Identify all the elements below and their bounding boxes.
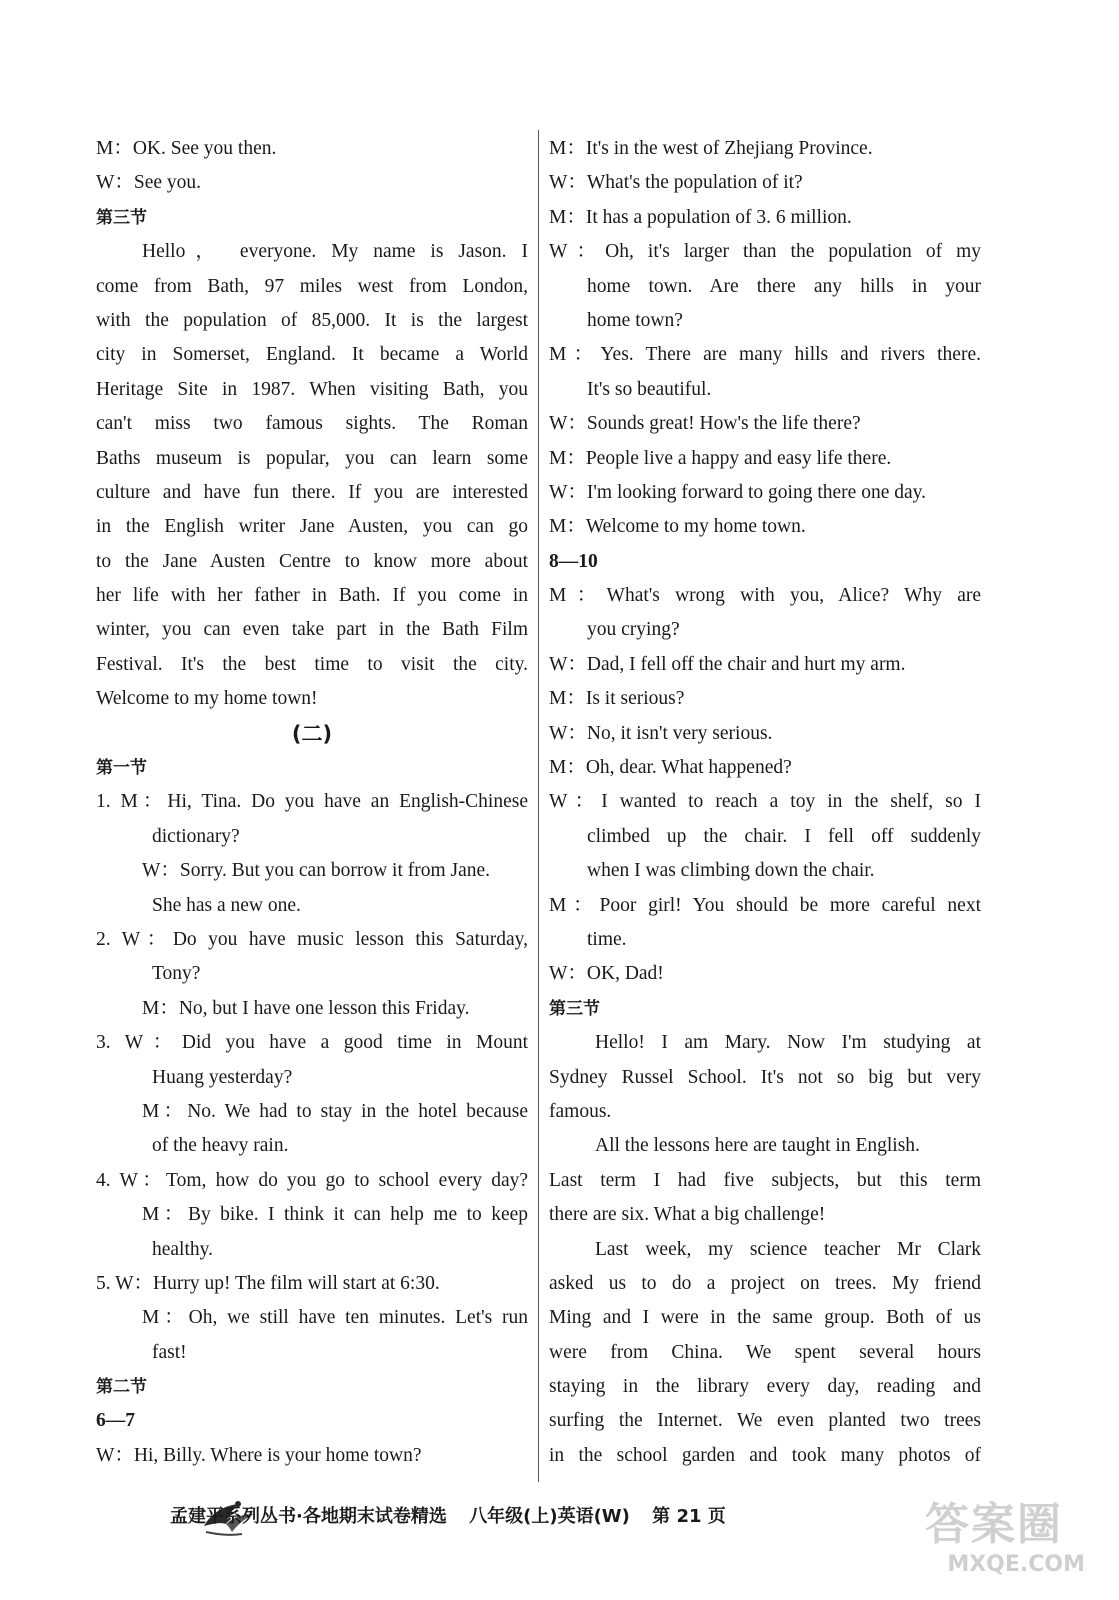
left-text-line: in the English writer Jane Austen, you can go [96,516,528,538]
footer-title: ·各地期末试卷精选 [296,1506,447,1527]
right-text-line: you crying? [587,619,680,641]
right-text-line: famous. [549,1100,612,1122]
right-text-line: time. [587,928,627,950]
left-text-line: Festival. It's the best time to visit the city. [96,653,528,675]
right-text-line: climbed up the chair. I fell off suddenly [587,825,981,847]
left-text-line: 4. W：Tom, how do you go to school every day? [96,1169,528,1191]
left-text-line: W：Sorry. But you can borrow it from Jane. [142,860,491,882]
left-text-line: Huang yesterday? [152,1066,293,1088]
right-text-line: M：People live a happy and easy life there. [549,447,892,469]
left-text-line: M：No, but I have one lesson this Friday. [142,997,470,1019]
left-text-line: (二) [291,721,333,746]
right-text-line: there are six. What a big challenge! [549,1204,826,1226]
right-text-line: 第三节 [549,998,600,1019]
right-text-line: M：Welcome to my home town. [549,516,806,538]
right-text-line: M：It's in the west of Zhejiang Province. [549,138,873,159]
right-text-line: M：What's wrong with you, Alice? Why are [549,585,981,607]
right-text-line: All the lessons here are taught in English. [595,1135,920,1157]
right-text-line: W：I'm looking forward to going there one day. [549,481,926,503]
footer-page-number: 第 21 页 [652,1506,726,1527]
right-text-line: W：No, it isn't very serious. [549,722,773,744]
left-text-line: 6—7 [96,1410,135,1432]
right-text-line: 8—10 [549,550,598,572]
watermark-url: MXQE.COM [947,1552,1085,1577]
right-text-line: asked us to do a project on trees. My friend [549,1272,981,1294]
left-text-line: 第三节 [96,207,147,228]
left-text-line: M：Oh, we still have ten minutes. Let's run [142,1307,528,1329]
right-text-line: Ming and I were in the same group. Both of us [549,1307,981,1329]
right-text-line: M：Yes. There are many hills and rivers there. [549,344,981,366]
left-text-line: 第二节 [96,1377,147,1398]
watermark-text: 答案圈 [925,1499,1063,1550]
left-text-line: She has a new one. [152,894,301,916]
right-column [549,132,981,1473]
left-text-line: can't miss two famous sights. The Roman [96,413,528,435]
left-text-line: culture and have fun there. If you are interested [96,481,528,503]
left-text-line: Baths museum is popular, you can learn some [96,447,528,469]
left-text-line: winter, you can even take part in the Bath Film [96,619,528,641]
right-text-line: home town? [587,309,683,331]
left-text-line: Welcome to my home town! [96,688,318,710]
watermark-logo [925,1488,1085,1588]
left-text-line: 第一节 [96,758,147,779]
left-text-line: M：By bike. I think it can help me to keep [142,1204,528,1226]
right-text-line: Last term I had five subjects, but this term [549,1169,981,1191]
right-text-line: W：Dad, I fell off the chair and hurt my arm. [549,653,906,675]
right-text-line: W：Oh, it's larger than the population of my [549,241,981,263]
left-text-line: 5. W：Hurry up! The film will start at 6:30. [96,1272,440,1294]
left-column [96,132,528,1473]
right-text-line: M：It has a population of 3. 6 million. [549,206,852,228]
left-text-line: W：See you. [96,172,202,194]
page-footer [170,1502,742,1534]
left-text-line: 2. W：Do you have music lesson this Saturday, [96,928,528,950]
right-text-line: It's so beautiful. [587,378,712,400]
right-text-line: when I was climbing down the chair. [587,860,875,882]
left-text-line: with the population of 85,000. It is the largest [96,309,528,331]
right-text-line: W：Sounds great! How's the life there? [549,413,861,435]
left-text-line: Tony? [152,963,201,985]
right-text-line: W：What's the population of it? [549,172,803,194]
right-text-line: M：Is it serious? [549,688,685,710]
right-text-line: M：Poor girl! You should be more careful next [549,894,981,916]
right-text-line: W：I wanted to reach a toy in the shelf, so I [549,791,981,813]
right-text-line: were from China. We spent several hours [549,1341,981,1363]
right-text-line: Last week, my science teacher Mr Clark [595,1238,981,1260]
right-text-line: surfing the Internet. We even planted two trees [549,1410,981,1432]
right-text-line: staying in the library every day, reading and [549,1376,981,1398]
column-divider [538,130,539,1482]
left-text-line: 1. M：Hi, Tina. Do you have an English-Chinese [96,791,528,813]
left-text-line: healthy. [152,1238,214,1260]
right-text-line: W：OK, Dad! [549,963,664,985]
left-text-line: her life with her father in Bath. If you come in [96,585,528,607]
footer-series: 孟建平系列丛书 [170,1506,296,1527]
left-text-line: M：OK. See you then. [96,138,277,159]
left-text-line: Heritage Site in 1987. When visiting Bath, you [96,378,528,400]
right-text-line: Hello! I am Mary. Now I'm studying at [595,1032,981,1054]
left-text-line: of the heavy rain. [152,1135,289,1157]
left-text-line: city in Somerset, England. It became a World [96,344,528,366]
right-text-line: Sydney Russel School. It's not so big but very [549,1066,981,1088]
footer-grade: 八年级(上)英语(W) [469,1506,630,1527]
left-text-line: M：No. We had to stay in the hotel because [142,1100,528,1122]
left-text-line: 3. W：Did you have a good time in Mount [96,1032,528,1054]
left-text-line: fast! [152,1341,187,1363]
left-text-line: Hello， everyone. My name is Jason. I [142,241,528,263]
left-text-line: to the Jane Austen Centre to know more about [96,550,528,572]
left-text-line: dictionary? [152,825,240,847]
left-text-line: come from Bath, 97 miles west from London, [96,275,528,297]
right-text-line: M：Oh, dear. What happened? [549,757,792,779]
right-text-line: in the school garden and took many photos of [549,1444,981,1466]
left-text-line: W：Hi, Billy. Where is your home town? [96,1444,422,1466]
right-text-line: home town. Are there any hills in your [587,275,981,297]
